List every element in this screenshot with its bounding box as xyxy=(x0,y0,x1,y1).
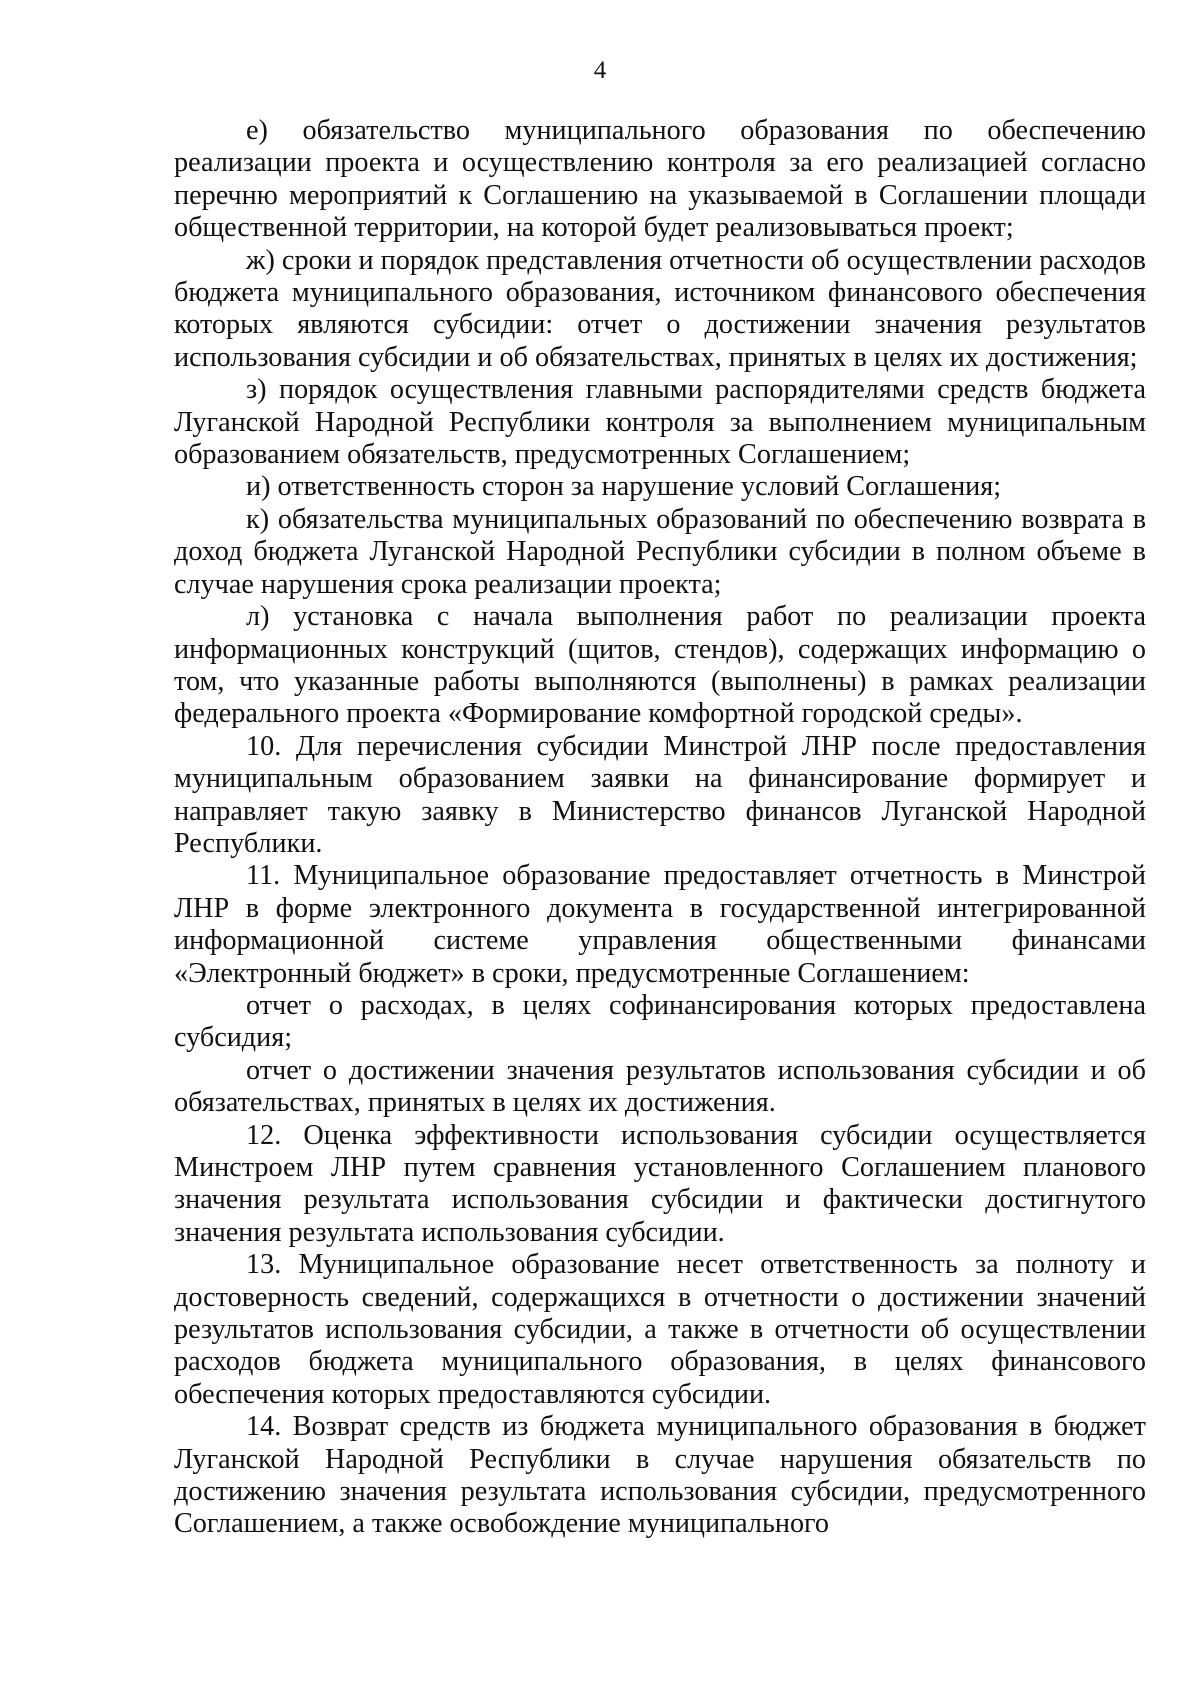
paragraph-item-e: е) обязательство муниципального образования по обеспечению реализации проекта и осуществлению контроля за его реализацией согласно перечню мероприятий к Соглашению на указываемой в Соглашении площади общественной территории, на которой будет реализовываться проект; xyxy=(174,115,1146,244)
paragraph-clause-14: 14. Возврат средств из бюджета муниципального образования в бюджет Луганской Народной Республики в случае нарушения обязательств по достижению значения результата использования субсидии, предусмотренного Соглашением, а также освобождение муниципального xyxy=(174,1411,1146,1540)
paragraph-clause-11: 11. Муниципальное образование предоставляет отчетность в Минстрой ЛНР в форме электронного документа в государственной интегрированной информационной системе управления общественными финансами «Электронный бюджет» в сроки, предусмотренные Соглашением: xyxy=(174,860,1146,989)
paragraph-item-l: л) установка с начала выполнения работ по реализации проекта информационных конструкций (щитов, стендов), содержащих информацию о том, что указанные работы выполняются (выполнены) в рамках реализации федерального проекта «Формирование комфортной городской среды». xyxy=(174,601,1146,730)
paragraph-clause-10: 10. Для перечисления субсидии Минстрой ЛНР после предоставления муниципальным образованием заявки на финансирование формирует и направляет такую заявку в Министерство финансов Луганской Народной Республики. xyxy=(174,730,1146,859)
paragraph-item-i: и) ответственность сторон за нарушение условий Соглашения; xyxy=(246,471,1002,503)
paragraph-report-results: отчет о достижении значения результатов использования субсидии и об обязательствах, принятых в целях их достижения. xyxy=(174,1054,1146,1119)
paragraph-item-k: к) обязательства муниципальных образований по обеспечению возврата в доход бюджета Луганской Народной Республики субсидии в полном объеме в случае нарушения срока реализации проекта; xyxy=(174,503,1146,600)
paragraph-clause-13: 13. Муниципальное образование несет ответственность за полноту и достоверность сведений, содержащихся в отчетности о достижении значений результатов использования субсидии, а также в отчетности об осуществлении расходов бюджета муниципального образования, в целях финансового обеспечения которых предоставляются субсидии. xyxy=(174,1249,1146,1410)
paragraph-report-expenses: отчет о расходах, в целях софинансирования которых предоставлена субсидия; xyxy=(174,989,1146,1054)
page-number: 4 xyxy=(593,57,607,84)
paragraph-clause-12: 12. Оценка эффективности использования субсидии осуществляется Минстроем ЛНР путем сравнения установленного Соглашением планового значения результата использования субсидии и фактически достигнутого значения результата использования субсидии. xyxy=(174,1119,1146,1248)
paragraph-item-z: з) порядок осуществления главными распорядителями средств бюджета Луганской Народной Республики контроля за выполнением муниципальным образованием обязательств, предусмотренных Соглашением; xyxy=(174,374,1146,471)
document-body xyxy=(174,115,1146,1541)
paragraph-item-zh: ж) сроки и порядок представления отчетности об осуществлении расходов бюджета муниципального образования, источником финансового обеспечения которых являются субсидии: отчет о достижении значения результатов использования субсидии и об обязательствах, принятых в целях их достижения; xyxy=(174,244,1146,373)
